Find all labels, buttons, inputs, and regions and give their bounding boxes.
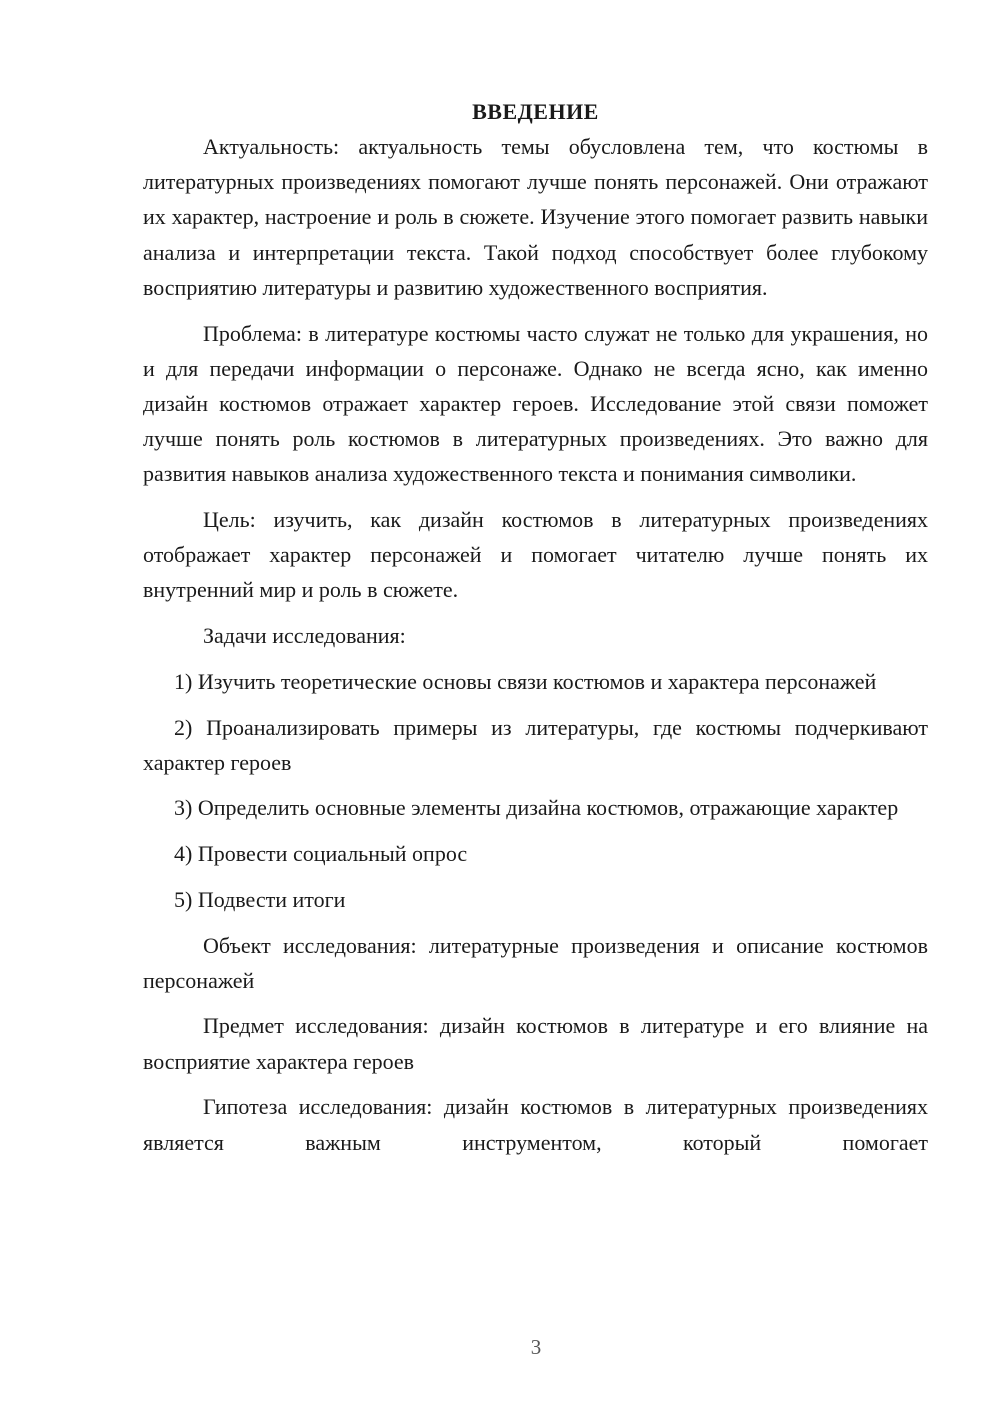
paragraph-hypothesis: Гипотеза исследования: дизайн костюмов в литературных произведениях является важным инструментом, который помогает	[143, 1094, 928, 1155]
paragraph-relevance: Актуальность: актуальность темы обусловлена тем, что костюмы в литературных произведениях помогают лучше понять персонажей. Они отражают их характер, настроение и роль в сюжете. Изучение этого помогает развить навыки анализа и интерпретации текста. Такой подход способствует более глубокому восприятию литературы и развитию художественного восприятия.	[143, 134, 928, 300]
tasks-heading: Задачи исследования:	[203, 623, 406, 649]
paragraph-object: Объект исследования: литературные произведения и описание костюмов персонажей	[143, 932, 928, 993]
page-number: 3	[530, 1335, 542, 1359]
task-item: 1) Изучить теоретические основы связи костюмов и характера персонажей	[174, 668, 877, 694]
paragraph-goal: Цель: изучить, как дизайн костюмов в литературных произведениях отображает характер персонажей и помогает читателю лучше понять их внутренний мир и роль в сюжете.	[143, 507, 928, 603]
paragraph-subject: Предмет исследования: дизайн костюмов в литературе и его влияние на восприятие характера героев	[143, 1013, 928, 1074]
task-item: 5) Подвести итоги	[174, 886, 346, 912]
task-item: 3) Определить основные элементы дизайна костюмов, отражающие характер	[174, 795, 899, 821]
paragraph-problem: Проблема: в литературе костюмы часто служат не только для украшения, но и для передачи информации о персонаже. Однако не всегда ясно, как именно дизайн костюмов отражает характер героев. Исследование этой связи поможет лучше понять роль костюмов в литературных произведениях. Это важно для развития навыков анализа художественного текста и понимания символики.	[143, 320, 928, 487]
document-page	[143, 94, 928, 1170]
section-title: ВВЕДЕНИЕ	[472, 99, 599, 124]
task-item: 4) Провести социальный опрос	[174, 841, 468, 867]
task-item: 2) Проанализировать примеры из литературы, где костюмы подчеркивают характер героев	[143, 714, 928, 775]
